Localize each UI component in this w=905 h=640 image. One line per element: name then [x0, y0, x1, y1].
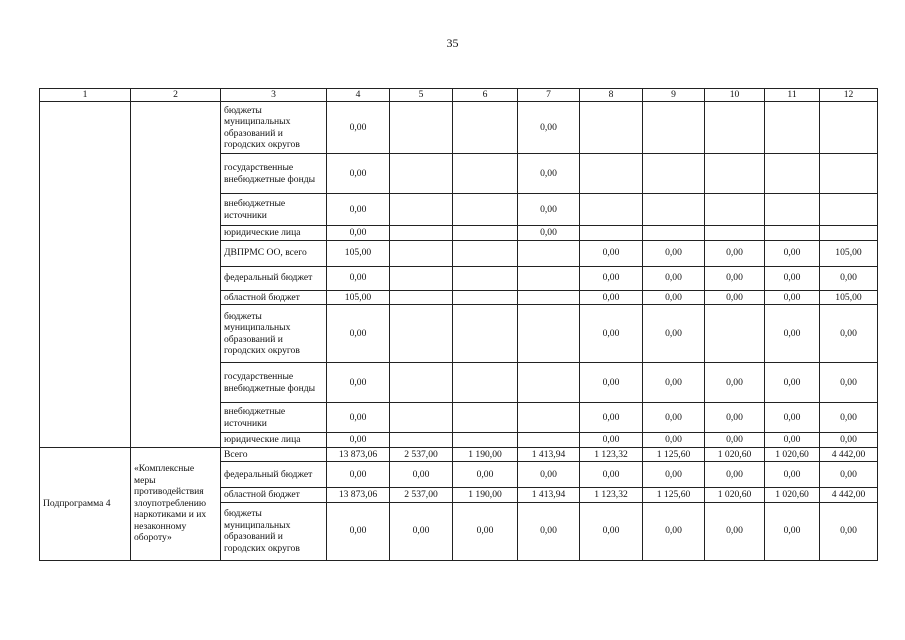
column-header: 10: [705, 89, 765, 102]
funding-source-label: юридические лица: [221, 433, 327, 448]
amount-cell: 0,00: [765, 433, 820, 448]
amount-cell: [390, 363, 453, 403]
funding-source-label: бюджеты муниципальных образований и городских округов: [221, 102, 327, 154]
amount-cell: [705, 102, 765, 154]
amount-cell: 0,00: [765, 305, 820, 363]
amount-cell: 0,00: [327, 363, 390, 403]
amount-cell: [765, 226, 820, 241]
amount-cell: 0,00: [518, 226, 580, 241]
amount-cell: 1 125,60: [643, 488, 705, 503]
amount-cell: 0,00: [580, 433, 643, 448]
amount-cell: [453, 290, 518, 305]
amount-cell: [820, 226, 878, 241]
amount-cell: 0,00: [705, 462, 765, 488]
amount-cell: [453, 154, 518, 194]
amount-cell: 0,00: [820, 462, 878, 488]
amount-cell: 0,00: [327, 502, 390, 560]
amount-cell: 105,00: [820, 290, 878, 305]
amount-cell: 1 020,60: [765, 488, 820, 503]
amount-cell: 0,00: [580, 240, 643, 266]
amount-cell: 13 873,06: [327, 488, 390, 503]
amount-cell: [390, 403, 453, 433]
amount-cell: 0,00: [765, 290, 820, 305]
amount-cell: 0,00: [765, 502, 820, 560]
empty-cell: [131, 102, 221, 448]
amount-cell: 1 020,60: [765, 447, 820, 462]
amount-cell: [643, 102, 705, 154]
funding-source-label: бюджеты муниципальных образований и городских округов: [221, 305, 327, 363]
amount-cell: 0,00: [518, 154, 580, 194]
column-header: 1: [40, 89, 131, 102]
amount-cell: [705, 194, 765, 226]
amount-cell: 0,00: [765, 462, 820, 488]
amount-cell: 1 413,94: [518, 488, 580, 503]
amount-cell: 1 020,60: [705, 488, 765, 503]
column-header: 12: [820, 89, 878, 102]
amount-cell: 1 020,60: [705, 447, 765, 462]
funding-source-label: внебюджетные источники: [221, 194, 327, 226]
amount-cell: [580, 226, 643, 241]
amount-cell: [518, 433, 580, 448]
amount-cell: [453, 102, 518, 154]
amount-cell: [390, 154, 453, 194]
amount-cell: 0,00: [705, 502, 765, 560]
amount-cell: 0,00: [820, 266, 878, 290]
amount-cell: 0,00: [643, 240, 705, 266]
amount-cell: [390, 226, 453, 241]
table-body: [40, 102, 878, 561]
column-header: 11: [765, 89, 820, 102]
column-header: 7: [518, 89, 580, 102]
amount-cell: 0,00: [327, 433, 390, 448]
amount-cell: [518, 240, 580, 266]
amount-cell: 0,00: [327, 403, 390, 433]
amount-cell: [453, 226, 518, 241]
funding-source-label: ДВПРМС ОО, всего: [221, 240, 327, 266]
column-header: 3: [221, 89, 327, 102]
amount-cell: 0,00: [327, 462, 390, 488]
amount-cell: 105,00: [327, 290, 390, 305]
amount-cell: 0,00: [643, 305, 705, 363]
amount-cell: [518, 290, 580, 305]
amount-cell: 0,00: [765, 240, 820, 266]
amount-cell: 0,00: [765, 403, 820, 433]
amount-cell: [580, 102, 643, 154]
table-row: [40, 102, 878, 154]
amount-cell: 0,00: [820, 403, 878, 433]
amount-cell: [820, 154, 878, 194]
amount-cell: [390, 433, 453, 448]
amount-cell: [453, 266, 518, 290]
amount-cell: [518, 305, 580, 363]
funding-source-label: государственные внебюджетные фонды: [221, 154, 327, 194]
amount-cell: [765, 194, 820, 226]
column-header: 5: [390, 89, 453, 102]
amount-cell: 1 125,60: [643, 447, 705, 462]
amount-cell: [580, 194, 643, 226]
amount-cell: 4 442,00: [820, 488, 878, 503]
amount-cell: 0,00: [643, 290, 705, 305]
amount-cell: 0,00: [453, 462, 518, 488]
amount-cell: [390, 102, 453, 154]
amount-cell: 0,00: [643, 266, 705, 290]
funding-source-label: государственные внебюджетные фонды: [221, 363, 327, 403]
amount-cell: [453, 194, 518, 226]
funding-source-label: Всего: [221, 447, 327, 462]
amount-cell: [390, 240, 453, 266]
amount-cell: [453, 403, 518, 433]
amount-cell: 0,00: [643, 403, 705, 433]
empty-cell: [40, 102, 131, 448]
amount-cell: 0,00: [820, 305, 878, 363]
funding-source-label: областной бюджет: [221, 488, 327, 503]
amount-cell: [518, 403, 580, 433]
column-header: 8: [580, 89, 643, 102]
amount-cell: 0,00: [453, 502, 518, 560]
amount-cell: 4 442,00: [820, 447, 878, 462]
amount-cell: 0,00: [327, 154, 390, 194]
amount-cell: [705, 154, 765, 194]
amount-cell: [705, 305, 765, 363]
amount-cell: 0,00: [580, 290, 643, 305]
amount-cell: 105,00: [327, 240, 390, 266]
page-number: 35: [446, 36, 459, 50]
amount-cell: 0,00: [643, 502, 705, 560]
amount-cell: 0,00: [327, 102, 390, 154]
amount-cell: 1 190,00: [453, 447, 518, 462]
amount-cell: 0,00: [390, 502, 453, 560]
amount-cell: [390, 290, 453, 305]
amount-cell: 0,00: [580, 363, 643, 403]
amount-cell: 0,00: [518, 102, 580, 154]
funding-table: [39, 88, 878, 561]
amount-cell: [518, 266, 580, 290]
funding-source-label: бюджеты муниципальных образований и городских округов: [221, 502, 327, 560]
amount-cell: 0,00: [765, 363, 820, 403]
amount-cell: 0,00: [705, 403, 765, 433]
amount-cell: 1 190,00: [453, 488, 518, 503]
amount-cell: 1 123,32: [580, 447, 643, 462]
amount-cell: 0,00: [765, 266, 820, 290]
amount-cell: [765, 154, 820, 194]
amount-cell: [820, 194, 878, 226]
amount-cell: 0,00: [820, 433, 878, 448]
amount-cell: 0,00: [580, 403, 643, 433]
amount-cell: [453, 433, 518, 448]
amount-cell: 1 123,32: [580, 488, 643, 503]
funding-source-label: внебюджетные источники: [221, 403, 327, 433]
column-header: 9: [643, 89, 705, 102]
amount-cell: [765, 102, 820, 154]
funding-source-label: областной бюджет: [221, 290, 327, 305]
amount-cell: 0,00: [643, 462, 705, 488]
amount-cell: 0,00: [705, 290, 765, 305]
amount-cell: [390, 194, 453, 226]
amount-cell: 0,00: [820, 363, 878, 403]
amount-cell: 2 537,00: [390, 447, 453, 462]
amount-cell: 0,00: [327, 305, 390, 363]
amount-cell: 0,00: [518, 194, 580, 226]
amount-cell: [705, 226, 765, 241]
column-header: 4: [327, 89, 390, 102]
funding-source-label: федеральный бюджет: [221, 266, 327, 290]
amount-cell: 2 537,00: [390, 488, 453, 503]
amount-cell: [643, 194, 705, 226]
amount-cell: [580, 154, 643, 194]
amount-cell: 0,00: [705, 433, 765, 448]
amount-cell: 0,00: [705, 240, 765, 266]
amount-cell: 0,00: [580, 502, 643, 560]
amount-cell: 0,00: [705, 363, 765, 403]
amount-cell: [453, 305, 518, 363]
table-row: [40, 447, 878, 462]
amount-cell: [518, 363, 580, 403]
amount-cell: 0,00: [580, 266, 643, 290]
amount-cell: [453, 363, 518, 403]
amount-cell: 0,00: [327, 266, 390, 290]
amount-cell: 0,00: [580, 305, 643, 363]
column-header: 2: [131, 89, 221, 102]
amount-cell: 0,00: [705, 266, 765, 290]
amount-cell: 0,00: [643, 433, 705, 448]
column-header: 6: [453, 89, 518, 102]
amount-cell: 0,00: [327, 194, 390, 226]
amount-cell: 0,00: [518, 462, 580, 488]
amount-cell: 105,00: [820, 240, 878, 266]
amount-cell: [643, 226, 705, 241]
amount-cell: 0,00: [580, 462, 643, 488]
amount-cell: [390, 305, 453, 363]
amount-cell: 13 873,06: [327, 447, 390, 462]
amount-cell: 0,00: [820, 502, 878, 560]
amount-cell: 1 413,94: [518, 447, 580, 462]
amount-cell: 0,00: [518, 502, 580, 560]
amount-cell: 0,00: [643, 363, 705, 403]
amount-cell: [453, 240, 518, 266]
amount-cell: [643, 154, 705, 194]
subprogram-title: «Комплексные меры противодействия злоупотреблению наркотиками и их незаконному обороту»: [131, 447, 221, 560]
subprogram-name: Подпрограмма 4: [40, 447, 131, 560]
amount-cell: [820, 102, 878, 154]
column-header-row: [40, 89, 878, 102]
funding-source-label: юридические лица: [221, 226, 327, 241]
amount-cell: 0,00: [390, 462, 453, 488]
amount-cell: 0,00: [327, 226, 390, 241]
amount-cell: [390, 266, 453, 290]
funding-source-label: федеральный бюджет: [221, 462, 327, 488]
